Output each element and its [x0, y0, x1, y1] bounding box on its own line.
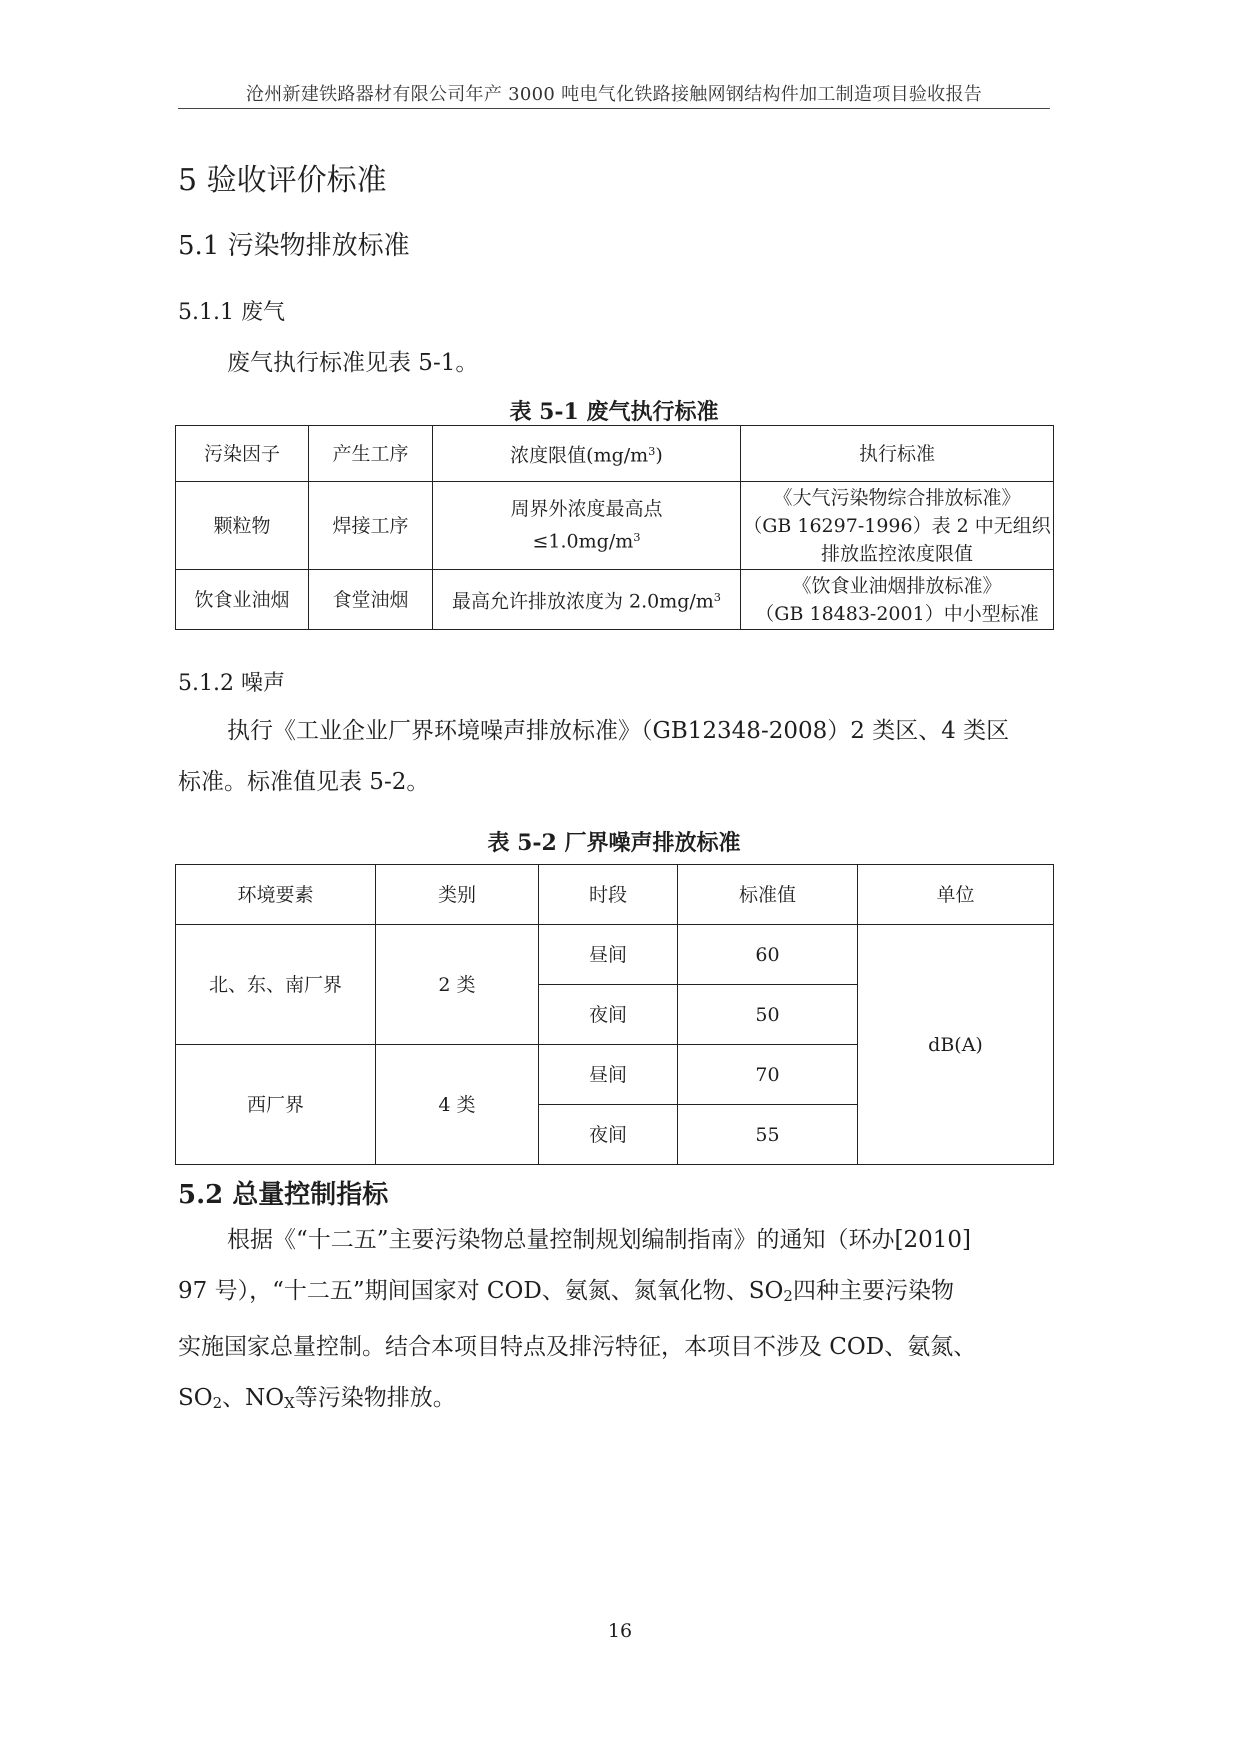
table-cell: 西厂界: [176, 1045, 376, 1165]
table-cell: 食堂油烟: [309, 570, 433, 630]
table-5-2-caption: 表 5-2 厂界噪声排放标准: [487, 830, 741, 856]
page-number: 16: [607, 1620, 633, 1642]
paragraph-line: 执行《工业企业厂界环境噪声排放标准》（GB12348-2008）2 类区、4 类区: [227, 718, 1010, 744]
table-5-1: [175, 425, 1054, 630]
table-header-cell: 污染因子: [176, 426, 309, 482]
total-control-paragraph: [178, 1215, 1058, 1429]
table-cell: 2 类: [376, 925, 539, 1045]
paragraph-line: 97 号），“十二五”期间国家对 COD、氨氮、氮氧化物、$SO_2$四种主要污染物: [178, 1278, 954, 1305]
standard-line: 《大气污染物综合排放标准》: [773, 486, 1021, 509]
running-header: 沧州新建铁路器材有限公司年产 3000 吨电气化铁路接触网钢结构件加工制造项目验收报告: [245, 84, 983, 105]
table-cell: 北、东、南厂界: [176, 925, 376, 1045]
table-cell: 夜间: [539, 1105, 678, 1165]
header-divider: [178, 108, 1050, 109]
table-cell: 夜间: [539, 985, 678, 1045]
standard-line: 《饮食业油烟排放标准》: [792, 574, 1002, 597]
paragraph-line: 实施国家总量控制。结合本项目特点及排污特征，本项目不涉及 COD、氨氮、: [178, 1333, 977, 1360]
section-heading-5-2: 5.2 总量控制指标: [178, 1180, 389, 1210]
table-header-cell: 单位: [858, 865, 1054, 925]
table-cell: [741, 570, 1054, 630]
table-cell: 饮食业油烟: [176, 570, 309, 630]
table-cell: 颗粒物: [176, 482, 309, 570]
table-header-cell: 产生工序: [309, 426, 433, 482]
table-cell: 昼间: [539, 925, 678, 985]
table-5-2: [175, 864, 1054, 1165]
noise-paragraph: [178, 706, 1058, 808]
section-heading-5: 5 验收评价标准: [178, 163, 387, 198]
table-row: [176, 865, 1054, 925]
section-heading-5-1-2: 5.1.2 噪声: [178, 671, 285, 696]
table-cell: 昼间: [539, 1045, 678, 1105]
table-header-cell: 浓度限值$(mg/m^3)$: [433, 426, 741, 482]
table-5-1-caption: 表 5-1 废气执行标准: [509, 399, 719, 425]
table-header-cell: 时段: [539, 865, 678, 925]
section-heading-5-1-1: 5.1.1 废气: [178, 300, 285, 325]
table-cell: 焊接工序: [309, 482, 433, 570]
paragraph-line: $SO_2$、$NO_X$等污染物排放。: [178, 1384, 456, 1412]
paragraph-line: 标准。标准值见表 5-2。: [178, 769, 430, 795]
table-cell: 70: [678, 1045, 858, 1105]
table-header-cell: 类别: [376, 865, 539, 925]
standard-line: （GB 18483-2001）中小型标准: [755, 602, 1039, 625]
table-header-cell: 执行标准: [741, 426, 1054, 482]
table-cell: [741, 482, 1054, 570]
table-cell: 最高允许排放浓度为 $2.0mg/m^3$: [433, 570, 741, 630]
table-header-cell: 环境要素: [176, 865, 376, 925]
table-header-cell: 标准值: [678, 865, 858, 925]
standard-line: 排放监控浓度限值: [820, 542, 973, 565]
unit-cell: dB(A): [858, 925, 1054, 1165]
paragraph-line: 根据《“十二五”主要污染物总量控制规划编制指南》的通知（环办[2010]: [227, 1227, 971, 1253]
table-row: [176, 426, 1054, 482]
table-row: [176, 925, 1054, 985]
table-cell: 60: [678, 925, 858, 985]
limit-line: 周界外浓度最高点: [510, 498, 663, 521]
limit-line: $\le 1.0mg/m^3$: [532, 530, 641, 553]
table-cell: 55: [678, 1105, 858, 1165]
table-cell: 50: [678, 985, 858, 1045]
standard-line: （GB 16297-1996）表 2 中无组织: [743, 514, 1051, 537]
table-cell: [433, 482, 741, 570]
table-row: [176, 570, 1054, 630]
table-row: [176, 482, 1054, 570]
section-heading-5-1: 5.1 污染物排放标准: [178, 231, 410, 261]
table-cell: 4 类: [376, 1045, 539, 1165]
waste-gas-intro: 废气执行标准见表 5-1。: [227, 350, 479, 376]
